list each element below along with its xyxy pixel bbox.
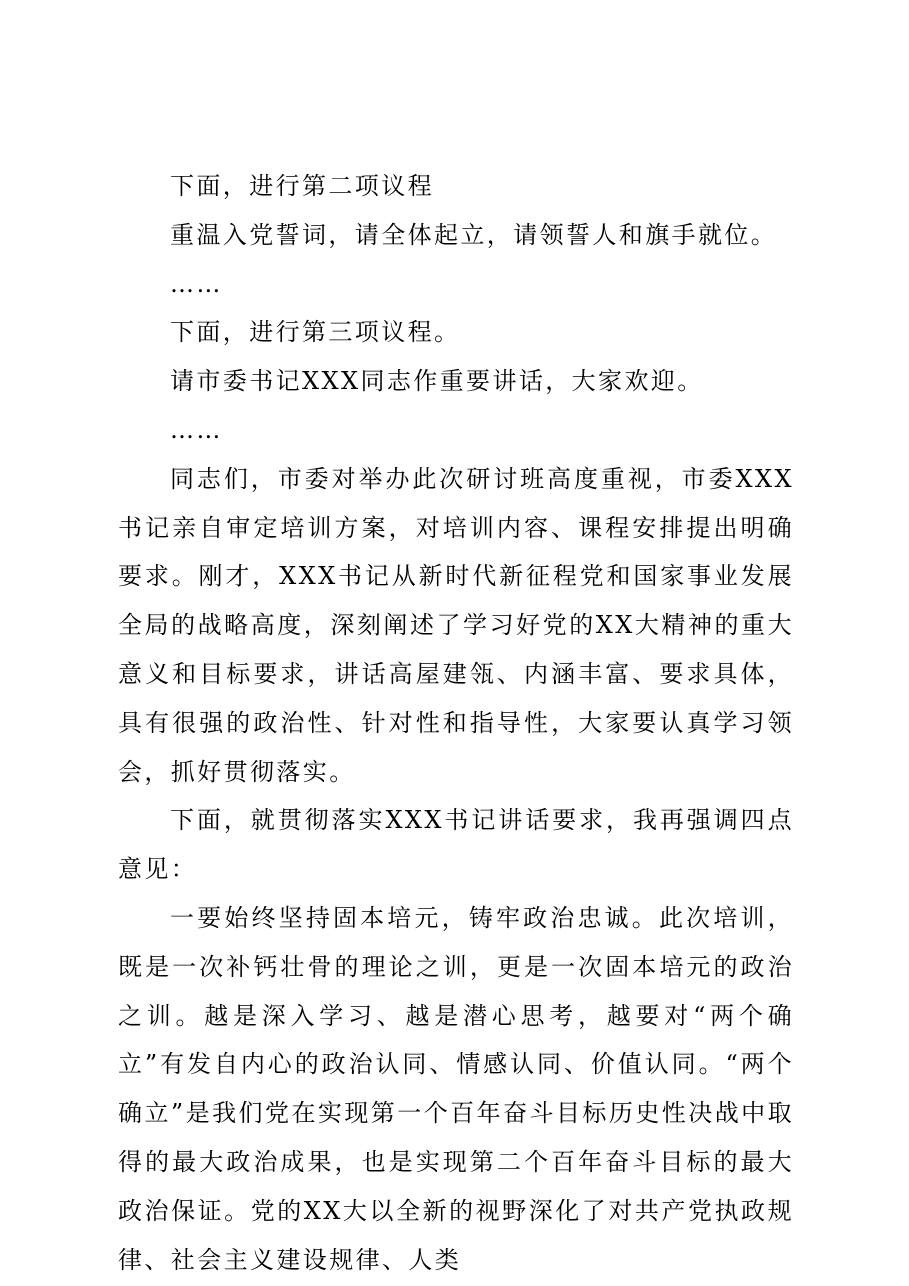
document-body — [118, 162, 794, 1284]
agenda-item-2-text: 重温入党誓词，请全体起立，请领誓人和旗手就位。 — [170, 220, 778, 249]
agenda-item-3-heading: 下面，进行第三项议程。 — [170, 318, 461, 347]
speech-paragraph-transition: 下面，就贯彻落实XXX书记讲话要求，我再强调四点意见： — [118, 806, 794, 884]
agenda-item-2-heading: 下面，进行第二项议程 — [170, 172, 434, 200]
speech-paragraph-point-one: 一要始终坚持固本培元，铸牢政治忠诚。此次培训，既是一次补钙壮骨的理论之训，更是一次固本培元的政治之训。越是深入学习、越是潜心思考，越要对“两个确立”有发自内心的政治认同、情感认同、价值认同。“两个确立”是我们党在实现第一个百年奋斗目标历史性决战中取得的最大政治成果，也是实现第二个百年奋斗目标的最大政治保证。党的XX大以全新的视野深化了对共产党执政规律、社会主义建设规律、人类 — [118, 903, 794, 1274]
speech-paragraph-intro: 同志们，市委对举办此次研讨班高度重视，市委XXX书记亲自审定培训方案，对培训内容、课程安排提出明确要求。刚才，XXX书记从新时代新征程党和国家事业发展全局的战略高度，深刻阐述了学习好党的XX大精神的重大意义和目标要求，讲话高屋建瓴、内涵丰富、要求具体，具有很强的政治性、针对性和指导性，大家要认真学习领会，抓好贯彻落实。 — [118, 464, 794, 786]
agenda-item-3-text: 请市委书记XXX同志作重要讲话，大家欢迎。 — [170, 367, 704, 396]
ellipsis: …… — [170, 269, 223, 298]
ellipsis: …… — [170, 415, 223, 444]
